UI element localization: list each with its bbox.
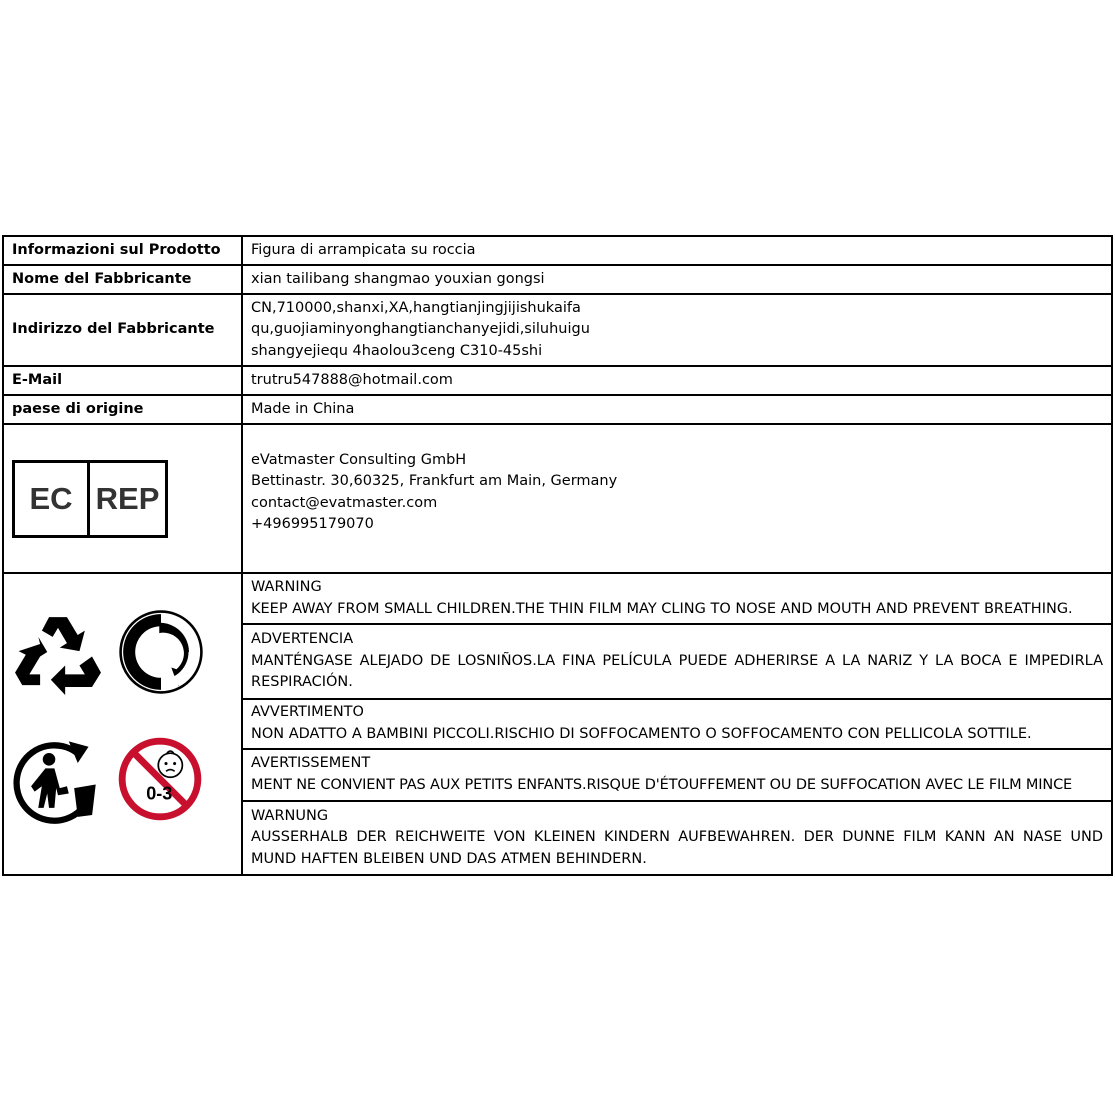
age-label: 0-3 bbox=[146, 783, 173, 804]
ec-rep-details bbox=[242, 424, 1112, 573]
row-email bbox=[3, 366, 1112, 395]
warning-text: MENT NE CONVIENT PAS AUX PETITS ENFANTS.RISQUE D'ÉTOUFFEMENT OU DE SUFFOCATION AVEC LE FILM MINCE bbox=[251, 776, 1073, 793]
manufacturer-address-label: Indirizzo del Fabbricante bbox=[3, 294, 242, 366]
warning-title: ADVERTENCIA bbox=[251, 631, 354, 648]
symbols-grid bbox=[4, 574, 241, 874]
manufacturer-address-value bbox=[242, 294, 1112, 366]
row-ec-rep bbox=[3, 424, 1112, 573]
warning-de bbox=[242, 801, 1112, 875]
ec-rep-company: eVatmaster Consulting GmbH bbox=[251, 451, 467, 468]
address-line: shangyejiequ 4haolou3ceng C310-45shi bbox=[251, 342, 543, 359]
warning-text: NON ADATTO A BAMBINI PICCOLI.RISCHIO DI SOFFOCAMENTO O SOFFOCAMENTO CON PELLICOLA SOTTILE. bbox=[251, 725, 1032, 742]
row-origin bbox=[3, 395, 1112, 424]
warning-es bbox=[242, 624, 1112, 698]
warning-title: WARNUNG bbox=[251, 807, 329, 824]
tidyman-icon bbox=[13, 736, 103, 824]
recycle-icon bbox=[13, 610, 103, 695]
ec-rep-address: Bettinastr. 30,60325, Frankfurt am Main, Germany bbox=[251, 473, 618, 489]
manufacturer-name-label: Nome del Fabbricante bbox=[3, 265, 242, 294]
warning-text: AUSSERHALB DER REICHWEITE VON KLEINEN KINDERN AUFBEWAHREN. DER DUNNE FILM KANN AN NASE UND MUND HAFTEN BLEIBEN UND DAS ATMEN BEHINDERN. bbox=[251, 829, 1103, 867]
warning-title: AVERTISSEMENT bbox=[251, 755, 371, 772]
product-info-value: Figura di arrampicata su roccia bbox=[242, 236, 1112, 265]
row-warning-en bbox=[3, 573, 1112, 624]
warning-it bbox=[242, 699, 1112, 749]
ec-rep-symbol bbox=[12, 460, 168, 538]
ec-rep-phone: +496995179070 bbox=[251, 516, 374, 532]
email-label: E-Mail bbox=[3, 366, 242, 395]
ec-rep-email: contact@evatmaster.com bbox=[251, 494, 438, 511]
ec-rep-symbol-cell bbox=[3, 424, 242, 573]
product-info-label: Informazioni sul Prodotto bbox=[3, 236, 242, 265]
email-value: trutru547888@hotmail.com bbox=[242, 366, 1112, 395]
origin-label: paese di origine bbox=[3, 395, 242, 424]
warning-text: MANTÉNGASE ALEJADO DE LOSNIÑOS.LA FINA PELÍCULA PUEDE ADHERIRSE A LA NARIZ Y LA BOCA E IMPEDIRLA RESPIRACIÓN. bbox=[251, 652, 1103, 691]
warning-title: WARNING bbox=[251, 579, 322, 596]
warning-en bbox=[242, 573, 1112, 624]
row-manufacturer-name bbox=[3, 265, 1112, 294]
symbols-cell bbox=[3, 573, 242, 875]
row-product-info bbox=[3, 236, 1112, 265]
green-dot-icon bbox=[118, 609, 204, 695]
ec-rep-left: EC bbox=[15, 463, 90, 535]
warning-fr bbox=[242, 749, 1112, 800]
row-manufacturer-address bbox=[3, 294, 1112, 366]
manufacturer-name-value: xian tailibang shangmao youxian gongsi bbox=[242, 265, 1112, 294]
product-info-table bbox=[2, 235, 1113, 876]
ec-rep-right: REP bbox=[95, 480, 160, 516]
warning-title: AVVERTIMENTO bbox=[251, 704, 364, 721]
origin-value: Made in China bbox=[242, 395, 1112, 424]
address-line: qu,guojiaminyonghangtianchanyejidi,siluhuigu bbox=[251, 321, 590, 338]
warning-text: KEEP AWAY FROM SMALL CHILDREN.THE THIN FILM MAY CLING TO NOSE AND MOUTH AND PREVENT BREATHING. bbox=[251, 600, 1073, 617]
not-for-under-3-icon bbox=[117, 736, 203, 822]
address-line: CN,710000,shanxi,XA,hangtianjingjijishukaifa bbox=[251, 299, 581, 316]
